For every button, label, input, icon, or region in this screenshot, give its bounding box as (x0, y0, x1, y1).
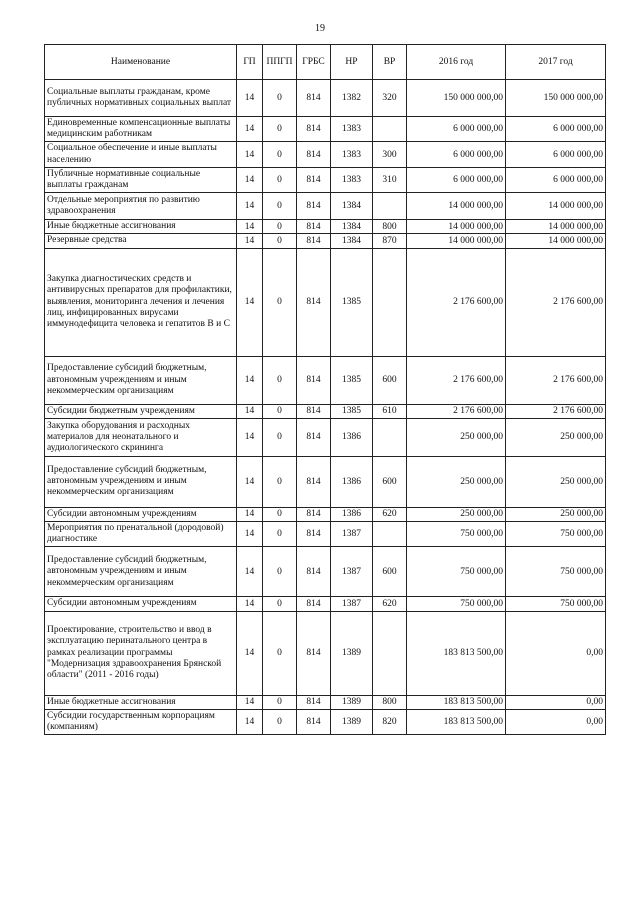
cell-name: Проектирование, строительство и ввод в эксплуатацию перинатального центра в рамках реализации программы "Модернизация здравоохранения Брянской области" (2011 - 2016 годы) (45, 611, 237, 695)
cell-name: Закупка диагностических средств и антивирусных препаратов для профилактики, выявления, мониторинга лечения и лечения лиц, инфицированных вирусами иммунодефицита человека и гепатитов В и С (45, 248, 237, 356)
cell-ppgp: 0 (263, 456, 297, 507)
cell-nr: 1387 (331, 547, 373, 597)
table-row (45, 142, 606, 167)
cell-y2017: 750 000,00 (506, 522, 606, 547)
cell-name: Предоставление субсидий бюджетным, автономным учреждениям и иным некоммерческим организациям (45, 456, 237, 507)
cell-name: Иные бюджетные ассигнования (45, 695, 237, 709)
header-nr: НР (331, 45, 373, 80)
cell-name: Единовременные компенсационные выплаты медицинским работникам (45, 117, 237, 142)
cell-grbs: 814 (297, 356, 331, 404)
cell-vr: 310 (373, 167, 407, 192)
cell-y2016: 14 000 000,00 (407, 220, 506, 234)
cell-vr (373, 522, 407, 547)
cell-y2016: 183 813 500,00 (407, 611, 506, 695)
cell-ppgp: 0 (263, 80, 297, 117)
cell-vr (373, 193, 407, 220)
header-2017: 2017 год (506, 45, 606, 80)
cell-ppgp: 0 (263, 356, 297, 404)
cell-grbs: 814 (297, 547, 331, 597)
cell-name: Субсидии бюджетным учреждениям (45, 404, 237, 418)
cell-name: Публичные нормативные социальные выплаты гражданам (45, 167, 237, 192)
cell-gp: 14 (237, 220, 263, 234)
cell-y2017: 2 176 600,00 (506, 356, 606, 404)
cell-nr: 1382 (331, 80, 373, 117)
cell-name: Предоставление субсидий бюджетным, автономным учреждениям и иным некоммерческим организациям (45, 547, 237, 597)
cell-gp: 14 (237, 248, 263, 356)
cell-grbs: 814 (297, 167, 331, 192)
cell-gp: 14 (237, 234, 263, 248)
cell-nr: 1386 (331, 456, 373, 507)
header-vr: ВР (373, 45, 407, 80)
cell-nr: 1383 (331, 142, 373, 167)
cell-ppgp: 0 (263, 709, 297, 734)
table-row (45, 611, 606, 695)
cell-nr: 1389 (331, 695, 373, 709)
cell-y2017: 14 000 000,00 (506, 234, 606, 248)
cell-nr: 1383 (331, 117, 373, 142)
cell-y2017: 250 000,00 (506, 456, 606, 507)
cell-nr: 1385 (331, 248, 373, 356)
cell-name: Резервные средства (45, 234, 237, 248)
cell-gp: 14 (237, 418, 263, 456)
cell-y2016: 250 000,00 (407, 418, 506, 456)
cell-grbs: 814 (297, 193, 331, 220)
cell-grbs: 814 (297, 404, 331, 418)
cell-y2016: 750 000,00 (407, 522, 506, 547)
header-grbs: ГРБС (297, 45, 331, 80)
cell-gp: 14 (237, 597, 263, 611)
cell-name: Субсидии автономным учреждениям (45, 597, 237, 611)
cell-grbs: 814 (297, 522, 331, 547)
cell-nr: 1386 (331, 418, 373, 456)
cell-ppgp: 0 (263, 404, 297, 418)
cell-ppgp: 0 (263, 117, 297, 142)
cell-gp: 14 (237, 547, 263, 597)
cell-gp: 14 (237, 80, 263, 117)
table-row (45, 404, 606, 418)
page-number: 19 (315, 23, 325, 34)
cell-ppgp: 0 (263, 234, 297, 248)
cell-ppgp: 0 (263, 611, 297, 695)
cell-y2016: 2 176 600,00 (407, 248, 506, 356)
table-row (45, 547, 606, 597)
cell-nr: 1385 (331, 404, 373, 418)
cell-y2016: 250 000,00 (407, 456, 506, 507)
cell-nr: 1384 (331, 234, 373, 248)
cell-nr: 1384 (331, 193, 373, 220)
cell-y2017: 14 000 000,00 (506, 193, 606, 220)
cell-nr: 1389 (331, 611, 373, 695)
table-row (45, 167, 606, 192)
cell-vr: 870 (373, 234, 407, 248)
table-row (45, 522, 606, 547)
table-row (45, 709, 606, 734)
table-row (45, 456, 606, 507)
cell-y2016: 250 000,00 (407, 507, 506, 521)
cell-y2016: 2 176 600,00 (407, 356, 506, 404)
cell-vr (373, 611, 407, 695)
cell-y2017: 0,00 (506, 709, 606, 734)
cell-grbs: 814 (297, 597, 331, 611)
cell-y2017: 2 176 600,00 (506, 404, 606, 418)
table-row (45, 695, 606, 709)
cell-y2016: 150 000 000,00 (407, 80, 506, 117)
cell-ppgp: 0 (263, 142, 297, 167)
cell-name: Мероприятия по пренатальной (дородовой) диагностике (45, 522, 237, 547)
cell-y2016: 750 000,00 (407, 597, 506, 611)
cell-vr: 800 (373, 220, 407, 234)
cell-nr: 1383 (331, 167, 373, 192)
cell-vr (373, 248, 407, 356)
cell-grbs: 814 (297, 418, 331, 456)
cell-grbs: 814 (297, 695, 331, 709)
table-row (45, 80, 606, 117)
cell-nr: 1387 (331, 522, 373, 547)
cell-y2017: 14 000 000,00 (506, 220, 606, 234)
cell-gp: 14 (237, 193, 263, 220)
cell-y2016: 6 000 000,00 (407, 142, 506, 167)
cell-grbs: 814 (297, 234, 331, 248)
cell-y2017: 0,00 (506, 695, 606, 709)
table-row (45, 356, 606, 404)
cell-ppgp: 0 (263, 507, 297, 521)
table-row (45, 193, 606, 220)
cell-grbs: 814 (297, 117, 331, 142)
cell-y2016: 183 813 500,00 (407, 695, 506, 709)
cell-nr: 1389 (331, 709, 373, 734)
cell-ppgp: 0 (263, 193, 297, 220)
cell-y2017: 750 000,00 (506, 597, 606, 611)
cell-gp: 14 (237, 167, 263, 192)
cell-ppgp: 0 (263, 248, 297, 356)
cell-ppgp: 0 (263, 220, 297, 234)
cell-nr: 1385 (331, 356, 373, 404)
cell-grbs: 814 (297, 611, 331, 695)
cell-name: Закупка оборудования и расходных материалов для неонатального и аудиологического скрининга (45, 418, 237, 456)
cell-gp: 14 (237, 695, 263, 709)
cell-vr: 620 (373, 507, 407, 521)
cell-vr (373, 418, 407, 456)
cell-y2017: 6 000 000,00 (506, 142, 606, 167)
cell-gp: 14 (237, 117, 263, 142)
cell-y2016: 750 000,00 (407, 547, 506, 597)
cell-gp: 14 (237, 611, 263, 695)
cell-vr: 300 (373, 142, 407, 167)
cell-grbs: 814 (297, 80, 331, 117)
cell-vr: 820 (373, 709, 407, 734)
table-row (45, 117, 606, 142)
header-ppgp: ППГП (263, 45, 297, 80)
cell-ppgp: 0 (263, 167, 297, 192)
cell-y2017: 750 000,00 (506, 547, 606, 597)
cell-y2017: 0,00 (506, 611, 606, 695)
cell-nr: 1387 (331, 597, 373, 611)
cell-gp: 14 (237, 404, 263, 418)
cell-y2017: 2 176 600,00 (506, 248, 606, 356)
cell-ppgp: 0 (263, 597, 297, 611)
cell-vr: 320 (373, 80, 407, 117)
cell-y2017: 250 000,00 (506, 418, 606, 456)
cell-name: Социальные выплаты гражданам, кроме публичных нормативных социальных выплат (45, 80, 237, 117)
cell-grbs: 814 (297, 248, 331, 356)
cell-ppgp: 0 (263, 547, 297, 597)
cell-y2016: 2 176 600,00 (407, 404, 506, 418)
cell-gp: 14 (237, 142, 263, 167)
cell-y2016: 6 000 000,00 (407, 117, 506, 142)
cell-gp: 14 (237, 709, 263, 734)
cell-vr: 800 (373, 695, 407, 709)
cell-ppgp: 0 (263, 695, 297, 709)
table-row (45, 507, 606, 521)
cell-gp: 14 (237, 507, 263, 521)
cell-name: Субсидии автономным учреждениям (45, 507, 237, 521)
cell-grbs: 814 (297, 507, 331, 521)
cell-y2017: 150 000 000,00 (506, 80, 606, 117)
cell-vr (373, 117, 407, 142)
cell-y2016: 14 000 000,00 (407, 234, 506, 248)
budget-table (44, 44, 606, 735)
cell-vr: 600 (373, 356, 407, 404)
cell-gp: 14 (237, 522, 263, 547)
cell-name: Предоставление субсидий бюджетным, автономным учреждениям и иным некоммерческим организациям (45, 356, 237, 404)
cell-name: Иные бюджетные ассигнования (45, 220, 237, 234)
table-header-row (45, 45, 606, 80)
header-gp: ГП (237, 45, 263, 80)
cell-y2016: 14 000 000,00 (407, 193, 506, 220)
cell-y2017: 6 000 000,00 (506, 117, 606, 142)
table-row (45, 597, 606, 611)
table-row (45, 418, 606, 456)
cell-gp: 14 (237, 356, 263, 404)
cell-ppgp: 0 (263, 418, 297, 456)
cell-vr: 600 (373, 547, 407, 597)
cell-nr: 1384 (331, 220, 373, 234)
cell-grbs: 814 (297, 142, 331, 167)
table-row (45, 220, 606, 234)
table-row (45, 248, 606, 356)
header-name: Наименование (45, 45, 237, 80)
cell-ppgp: 0 (263, 522, 297, 547)
cell-grbs: 814 (297, 709, 331, 734)
cell-grbs: 814 (297, 456, 331, 507)
cell-y2017: 250 000,00 (506, 507, 606, 521)
cell-vr: 620 (373, 597, 407, 611)
cell-y2016: 6 000 000,00 (407, 167, 506, 192)
header-2016: 2016 год (407, 45, 506, 80)
cell-grbs: 814 (297, 220, 331, 234)
cell-nr: 1386 (331, 507, 373, 521)
cell-y2017: 6 000 000,00 (506, 167, 606, 192)
cell-name: Социальное обеспечение и иные выплаты населению (45, 142, 237, 167)
cell-y2016: 183 813 500,00 (407, 709, 506, 734)
cell-vr: 600 (373, 456, 407, 507)
cell-name: Отдельные мероприятия по развитию здравоохранения (45, 193, 237, 220)
cell-vr: 610 (373, 404, 407, 418)
table-row (45, 234, 606, 248)
cell-name: Субсидии государственным корпорациям (компаниям) (45, 709, 237, 734)
cell-gp: 14 (237, 456, 263, 507)
